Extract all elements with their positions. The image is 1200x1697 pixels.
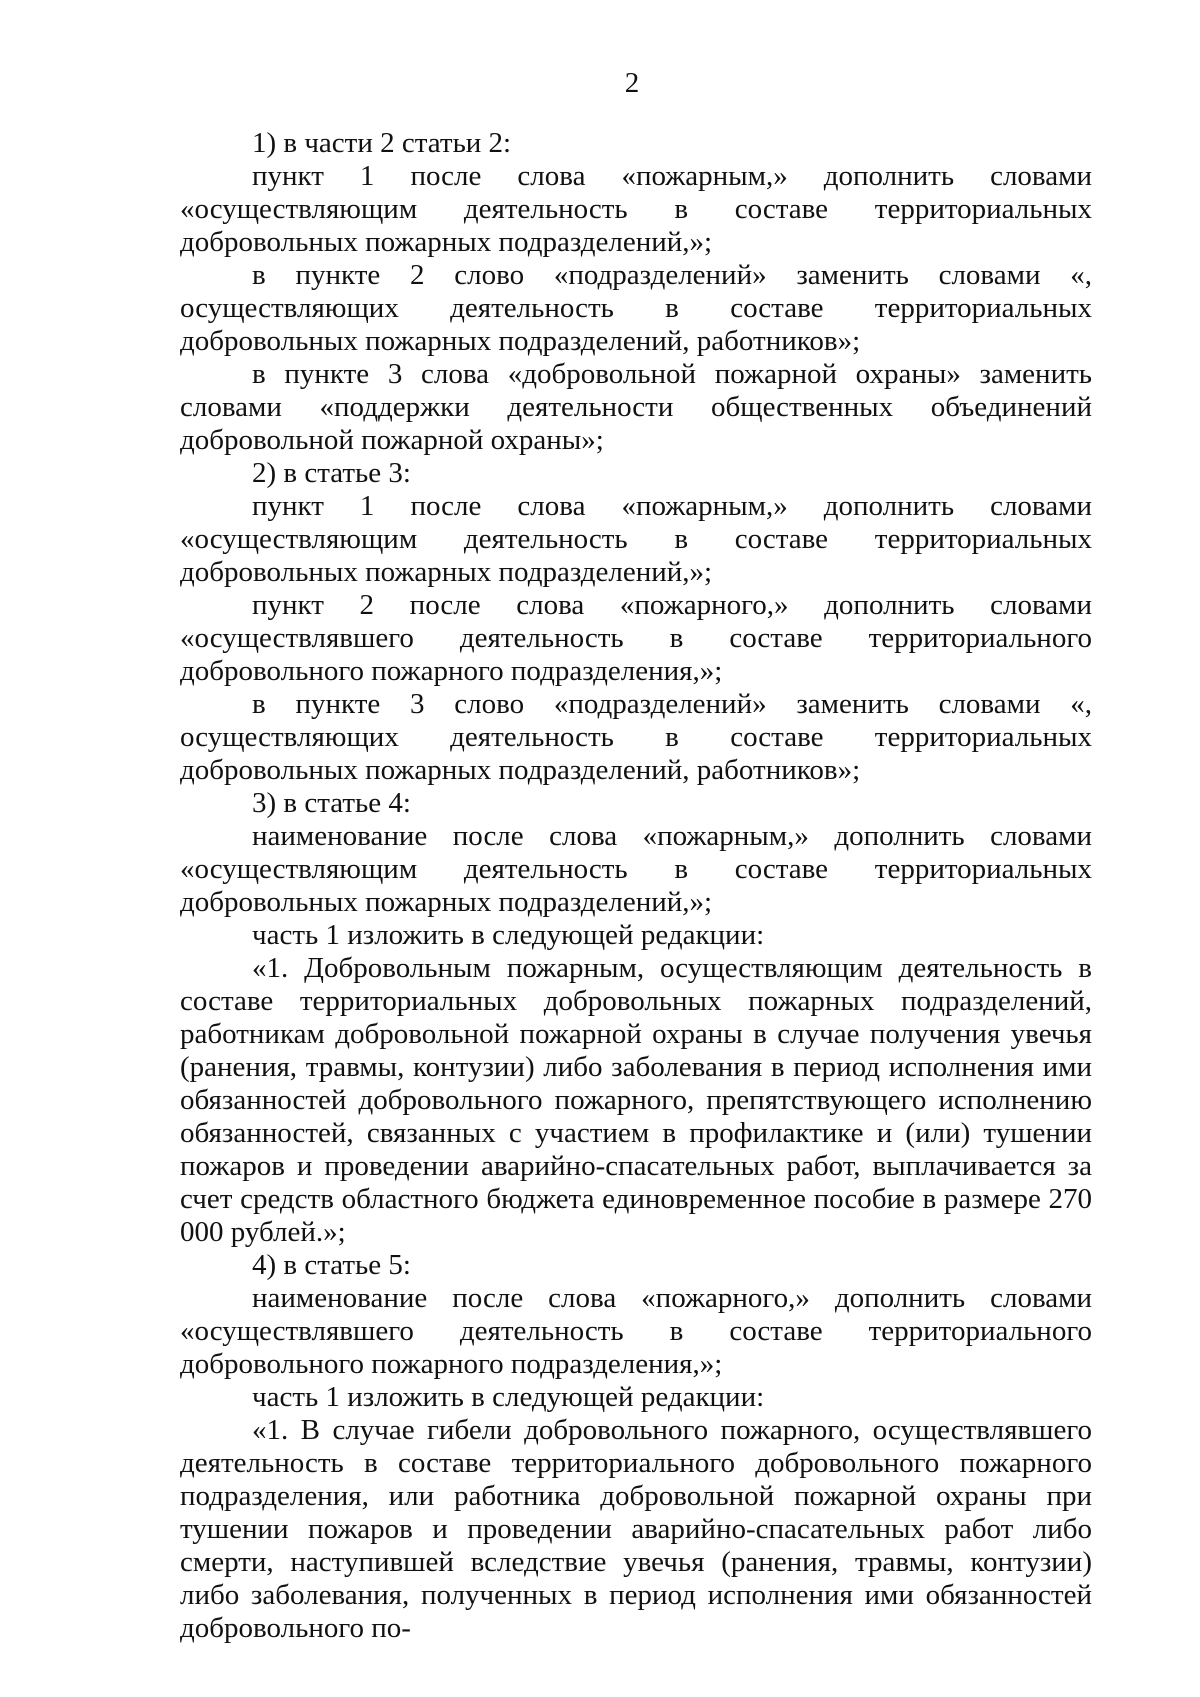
paragraph: в пункте 2 слово «подразделений» заменить словами «, осуществляющих деятельность в составе территориальных добровольных пожарных подразделений, работников»; (180, 259, 1092, 357)
page-number: 2 (624, 67, 640, 99)
paragraph: в пункте 3 слово «подразделений» заменить словами «, осуществляющих деятельность в составе территориальных добровольных пожарных подразделений, работников»; (180, 688, 1092, 786)
paragraph: 4) в статье 5: (252, 1249, 411, 1281)
paragraph: наименование после слова «пожарным,» дополнить словами «осуществляющим деятельность в составе территориальных добровольных пожарных подразделений,»; (180, 820, 1092, 918)
paragraph: пункт 2 после слова «пожарного,» дополнить словами «осуществлявшего деятельность в составе территориального добровольного пожарного подразделения,»; (180, 589, 1092, 687)
paragraph: часть 1 изложить в следующей редакции: (252, 919, 765, 951)
paragraph: наименование после слова «пожарного,» дополнить словами «осуществлявшего деятельность в составе территориального добровольного пожарного подразделения,»; (180, 1282, 1092, 1380)
paragraph: 1) в части 2 статьи 2: (252, 127, 512, 159)
paragraph: 2) в статье 3: (252, 457, 411, 489)
document-body (180, 127, 1092, 1645)
paragraph: пункт 1 после слова «пожарным,» дополнить словами «осуществляющим деятельность в составе территориальных добровольных пожарных подразделений,»; (180, 490, 1092, 588)
paragraph: «1. Добровольным пожарным, осуществляющим деятельность в составе территориальных добровольных пожарных подразделений, работникам добровольной пожарной охраны в случае получения увечья (ранения, травмы, контузии) либо заболевания в период исполнения ими обязанностей добровольного пожарного, препятствующего исполнению обязанностей, связанных с участием в профилактике и (или) тушении пожаров и проведении аварийно-спасательных работ, выплачивается за счет средств областного бюджета единовременное пособие в размере 270 000 рублей.»; (180, 952, 1092, 1248)
paragraph: часть 1 изложить в следующей редакции: (252, 1381, 765, 1413)
paragraph: пункт 1 после слова «пожарным,» дополнить словами «осуществляющим деятельность в составе территориальных добровольных пожарных подразделений,»; (180, 160, 1092, 258)
paragraph: в пункте 3 слова «добровольной пожарной охраны» заменить словами «поддержки деятельности общественных объединений добровольной пожарной охраны»; (180, 358, 1092, 456)
paragraph: «1. В случае гибели добровольного пожарного, осуществлявшего деятельность в составе территориального добровольного пожарного подразделения, или работника добровольной пожарной охраны при тушении пожаров и проведении аварийно-спасательных работ либо смерти, наступившей вследствие увечья (ранения, травмы, контузии) либо заболевания, полученных в период исполнения ими обязанностей добровольного по- (180, 1414, 1092, 1644)
paragraph: 3) в статье 4: (252, 787, 411, 819)
